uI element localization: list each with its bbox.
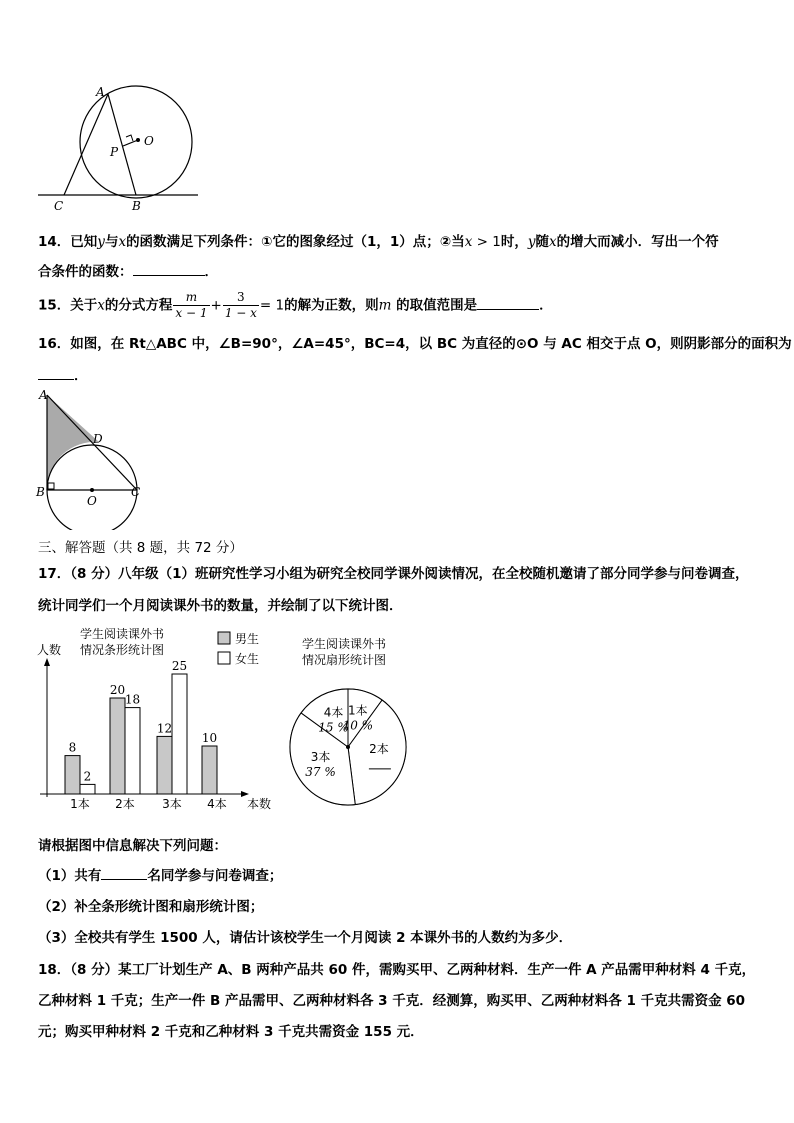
q18-text: 乙种材料 1 千克；生产一件 B 产品需甲、乙两种材料各 3 千克．经测算，购买甲、乙两种材料各 1 千克共需资金 60: [38, 993, 746, 1009]
q17-text: 统计同学们一个月阅读课外书的数量，并绘制了以下统计图．: [38, 598, 403, 614]
var-y: y: [97, 234, 105, 250]
pie-pct-1本: 10 %: [342, 718, 374, 733]
answer-blank[interactable]: [38, 378, 74, 380]
var-y: y: [527, 234, 536, 250]
bar-男生-2本: [110, 698, 125, 794]
bar-value-label: 12: [156, 721, 173, 736]
plus-sign: +: [210, 297, 222, 314]
q16-line1: [38, 332, 792, 352]
fraction-numerator: m: [173, 290, 209, 306]
pie-pct-3本: 37 %: [305, 765, 336, 780]
q15-text: 的取值范围是: [391, 297, 478, 314]
right-angle-mark: [126, 135, 133, 141]
q14-line1: [38, 230, 719, 250]
bar-value-label: 8: [68, 740, 77, 755]
x-tick-label: 2本: [115, 797, 135, 811]
x-tick-label: 4本: [207, 797, 227, 811]
q14-text: 合条件的函数：: [38, 264, 133, 280]
bar-女生-2本: [125, 708, 140, 794]
bar-chart-xlabel: 本数: [247, 797, 272, 811]
label-c: C: [54, 199, 64, 213]
q17-sub2: [38, 895, 263, 915]
x-tick-label: 1本: [70, 797, 90, 811]
bar-value-label: 10: [201, 731, 218, 745]
pie-pct-4本: 15 %: [318, 720, 349, 735]
legend-label-female: 女生: [235, 652, 260, 666]
answer-blank[interactable]: [101, 878, 147, 880]
section-3-title: [38, 536, 243, 556]
label-d: D: [93, 432, 103, 446]
q18-line3: [38, 1020, 424, 1040]
bar-女生-3本: [172, 674, 187, 794]
q17-prompt: [38, 834, 227, 854]
center-dot: [136, 138, 140, 142]
var-m: m: [378, 297, 392, 314]
label-o: O: [87, 494, 97, 508]
var-x: x: [464, 234, 473, 250]
pie-center-dot: [346, 745, 350, 749]
bar-chart-title-line1: 学生阅读课外书: [80, 627, 165, 641]
circle-o: [47, 445, 137, 530]
q15-text: 的解为正数，则: [284, 297, 379, 314]
bar-chart: [35, 622, 285, 817]
segment-po: [123, 140, 138, 146]
label-b: B: [132, 199, 141, 213]
legend-swatch-female: [218, 652, 230, 664]
fraction-denominator: 1 − x: [224, 306, 257, 320]
q14-text: 与: [104, 234, 119, 250]
q17-prompt-text: 请根据图中信息解决下列问题：: [38, 838, 227, 854]
answer-blank[interactable]: [477, 308, 539, 310]
bar-chart-ylabel: 人数: [37, 643, 62, 657]
q17-sub2-text: （2）补全条形统计图和扇形统计图；: [38, 899, 264, 915]
pie-label-4本: 4本: [323, 705, 344, 720]
figure-13-circle-tangent: [30, 80, 210, 215]
fraction-m-over-x-minus-1: [173, 290, 209, 321]
pie-label-3本: 3本: [310, 750, 331, 765]
y-axis-arrow: [44, 658, 50, 666]
pie-chart-title-line2: 情况扇形统计图: [302, 653, 387, 667]
q16-line2: [38, 364, 88, 384]
q17-sub3: [38, 926, 572, 946]
label-o: O: [144, 134, 154, 148]
q17-sub1-text: （1）共有: [38, 868, 102, 884]
legend-swatch-male: [218, 632, 230, 644]
bar-chart-title-line2: 情况条形统计图: [80, 643, 165, 657]
q15-text: 的分式方程: [104, 297, 173, 314]
q14-text: 的函数满足下列条件：①它的图象经过（1，1）点；②当: [126, 234, 465, 250]
bar-男生-3本: [157, 736, 172, 794]
fraction-numerator: 3: [223, 290, 259, 306]
label-a: A: [96, 85, 105, 99]
q14-text: 的增大而减小．写出一个符: [556, 234, 719, 250]
q15-text: 关于: [70, 297, 98, 314]
x-tick-label: 3本: [162, 797, 182, 811]
bar-value-label: 20: [109, 683, 126, 697]
q17-sub3-text: （3）全校共有学生 1500 人，请估计该校学生一个月阅读 2 本课外书的人数约为多少．: [38, 930, 573, 946]
q17-line1: [38, 562, 749, 582]
q18-text: 元；购买甲种材料 2 千克和乙种材料 3 千克共需资金 155 元．: [38, 1024, 424, 1040]
q17-sub1-text: 名同学参与问卷调查；: [147, 868, 283, 884]
bar-男生-1本: [65, 756, 80, 794]
circle-o: [80, 86, 192, 198]
q14-text: 已知: [70, 234, 98, 250]
q16-end: ．: [74, 368, 88, 384]
q14-text: 随: [535, 234, 549, 250]
label-p: P: [110, 145, 119, 159]
q16-text: 如图，在 Rt△ABC 中，∠B=90°，∠A=45°，BC=4，以 BC 为直径的⊙O 与 AC 相交于点 O，则阴影部分的面积为: [70, 336, 792, 352]
bar-value-label: 18: [124, 692, 141, 707]
q18-line2: [38, 989, 745, 1009]
right-angle-mark: [48, 483, 54, 489]
bar-value-label: 2: [83, 769, 92, 784]
q15-line: [38, 290, 553, 321]
q18-line1: [38, 958, 755, 978]
equals-one: = 1: [259, 297, 285, 314]
q14-line2: [38, 260, 218, 280]
label-b: B: [36, 485, 45, 499]
var-x: x: [97, 297, 105, 314]
center-dot: [90, 488, 94, 492]
q14-number: 14．: [38, 234, 71, 250]
answer-blank[interactable]: [133, 274, 205, 276]
q15-number: 15．: [38, 297, 71, 314]
legend-label-male: 男生: [235, 632, 260, 646]
q18-text: 18．（8 分）某工厂计划生产 A、B 两种产品共 60 件，需购买甲、乙两种材料．生产一件 A 产品需甲种材料 4 千克，: [38, 962, 756, 978]
q17-sub1: [38, 864, 282, 884]
segment-ac: [64, 94, 108, 195]
q15-end: ．: [539, 297, 553, 314]
q14-condition: > 1: [472, 234, 501, 250]
pie-chart-title-line1: 学生阅读课外书: [302, 637, 387, 651]
q14-text: 时，: [500, 234, 528, 250]
bar-男生-4本: [202, 746, 217, 794]
var-x: x: [118, 234, 127, 250]
q17-text: 17．（8 分）八年级（1）班研究性学习小组为研究全校同学课外阅读情况，在全校随机邀请了部分同学参与问卷调查，: [38, 566, 749, 582]
label-a: A: [39, 388, 48, 402]
fraction-3-over-1-minus-x: [223, 290, 259, 321]
section-3-title-text: 三、解答题（共 8 题，共 72 分）: [38, 540, 243, 556]
pie-label-1本: 1本: [348, 703, 368, 718]
bar-女生-1本: [80, 784, 95, 794]
pie-chart: [285, 632, 415, 817]
pie-label-2本: 2本: [369, 741, 389, 756]
bar-value-label: 25: [171, 659, 188, 673]
var-x: x: [548, 234, 557, 250]
q16-number: 16．: [38, 336, 71, 352]
label-c: C: [131, 485, 141, 499]
q17-line2: [38, 594, 403, 614]
q14-end: ．: [204, 264, 218, 280]
fraction-denominator: x − 1: [175, 306, 208, 320]
figure-16-triangle-circle: [30, 385, 160, 530]
